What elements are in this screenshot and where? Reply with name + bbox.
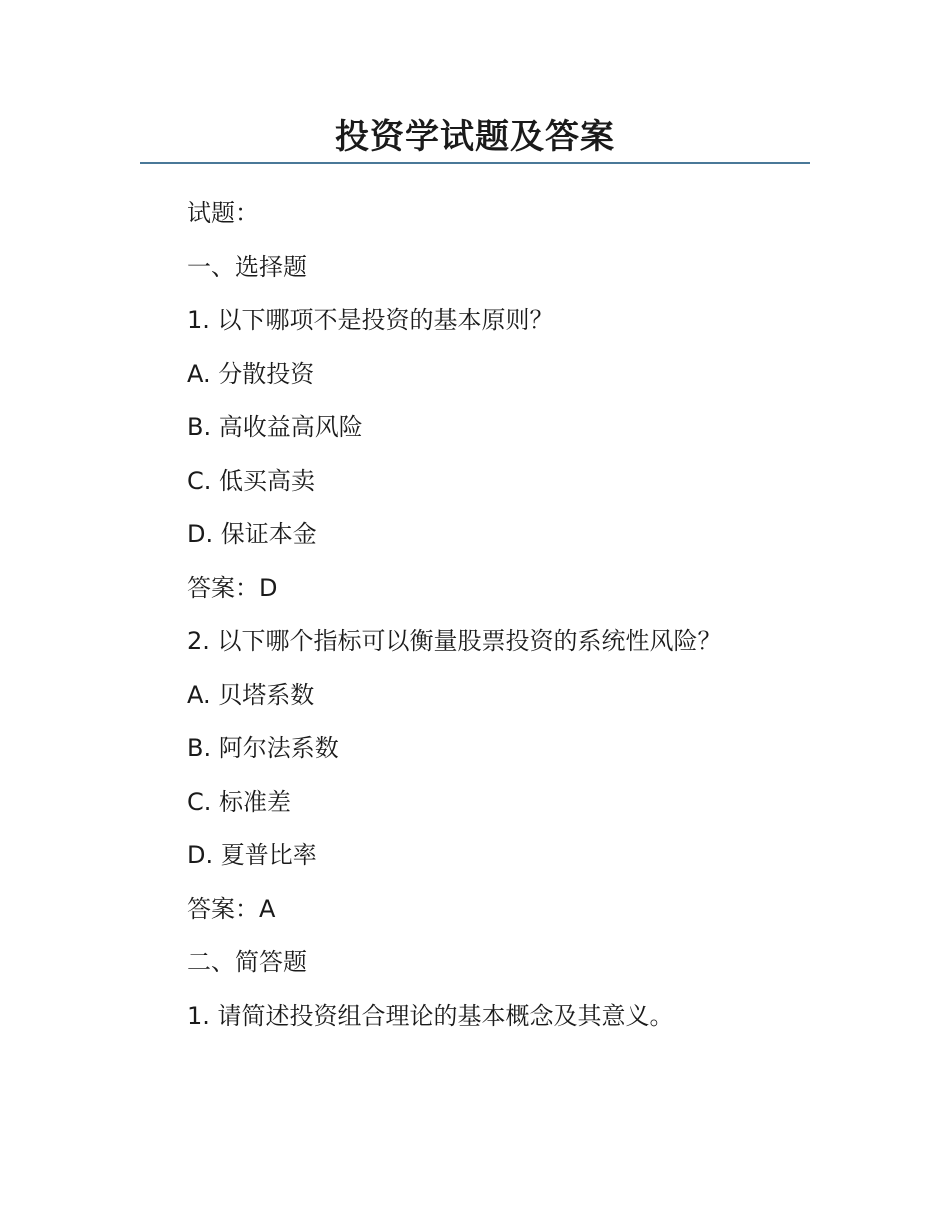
section-heading-short-answer: 二、简答题 [187,948,307,976]
question-2-option-a: A. 贝塔系数 [187,680,315,709]
question-2-answer: 答案：A [187,894,276,923]
question-2: 2. 以下哪个指标可以衡量股票投资的系统性风险？ [187,627,722,655]
question-2-option-d: D. 夏普比率 [187,841,317,869]
question-1-answer: 答案：D [187,573,278,602]
section-label: 试题： [187,199,259,227]
section-heading-choice: 一、选择题 [187,252,307,281]
question-2-option-b: B. 阿尔法系数 [187,734,339,762]
question-1: 1. 以下哪项不是投资的基本原则？ [187,306,554,334]
page-title: 投资学试题及答案 [335,117,615,157]
title-divider [140,162,810,164]
question-1-option-d: D. 保证本金 [187,520,317,548]
question-1-option-a: A. 分散投资 [187,359,315,388]
short-answer-question-1: 1. 请简述投资组合理论的基本概念及其意义。 [187,1001,674,1030]
question-1-option-b: B. 高收益高风险 [187,413,363,441]
document-body [187,187,787,1043]
question-2-option-c: C. 标准差 [187,787,292,816]
question-1-option-c: C. 低买高卖 [187,466,316,495]
